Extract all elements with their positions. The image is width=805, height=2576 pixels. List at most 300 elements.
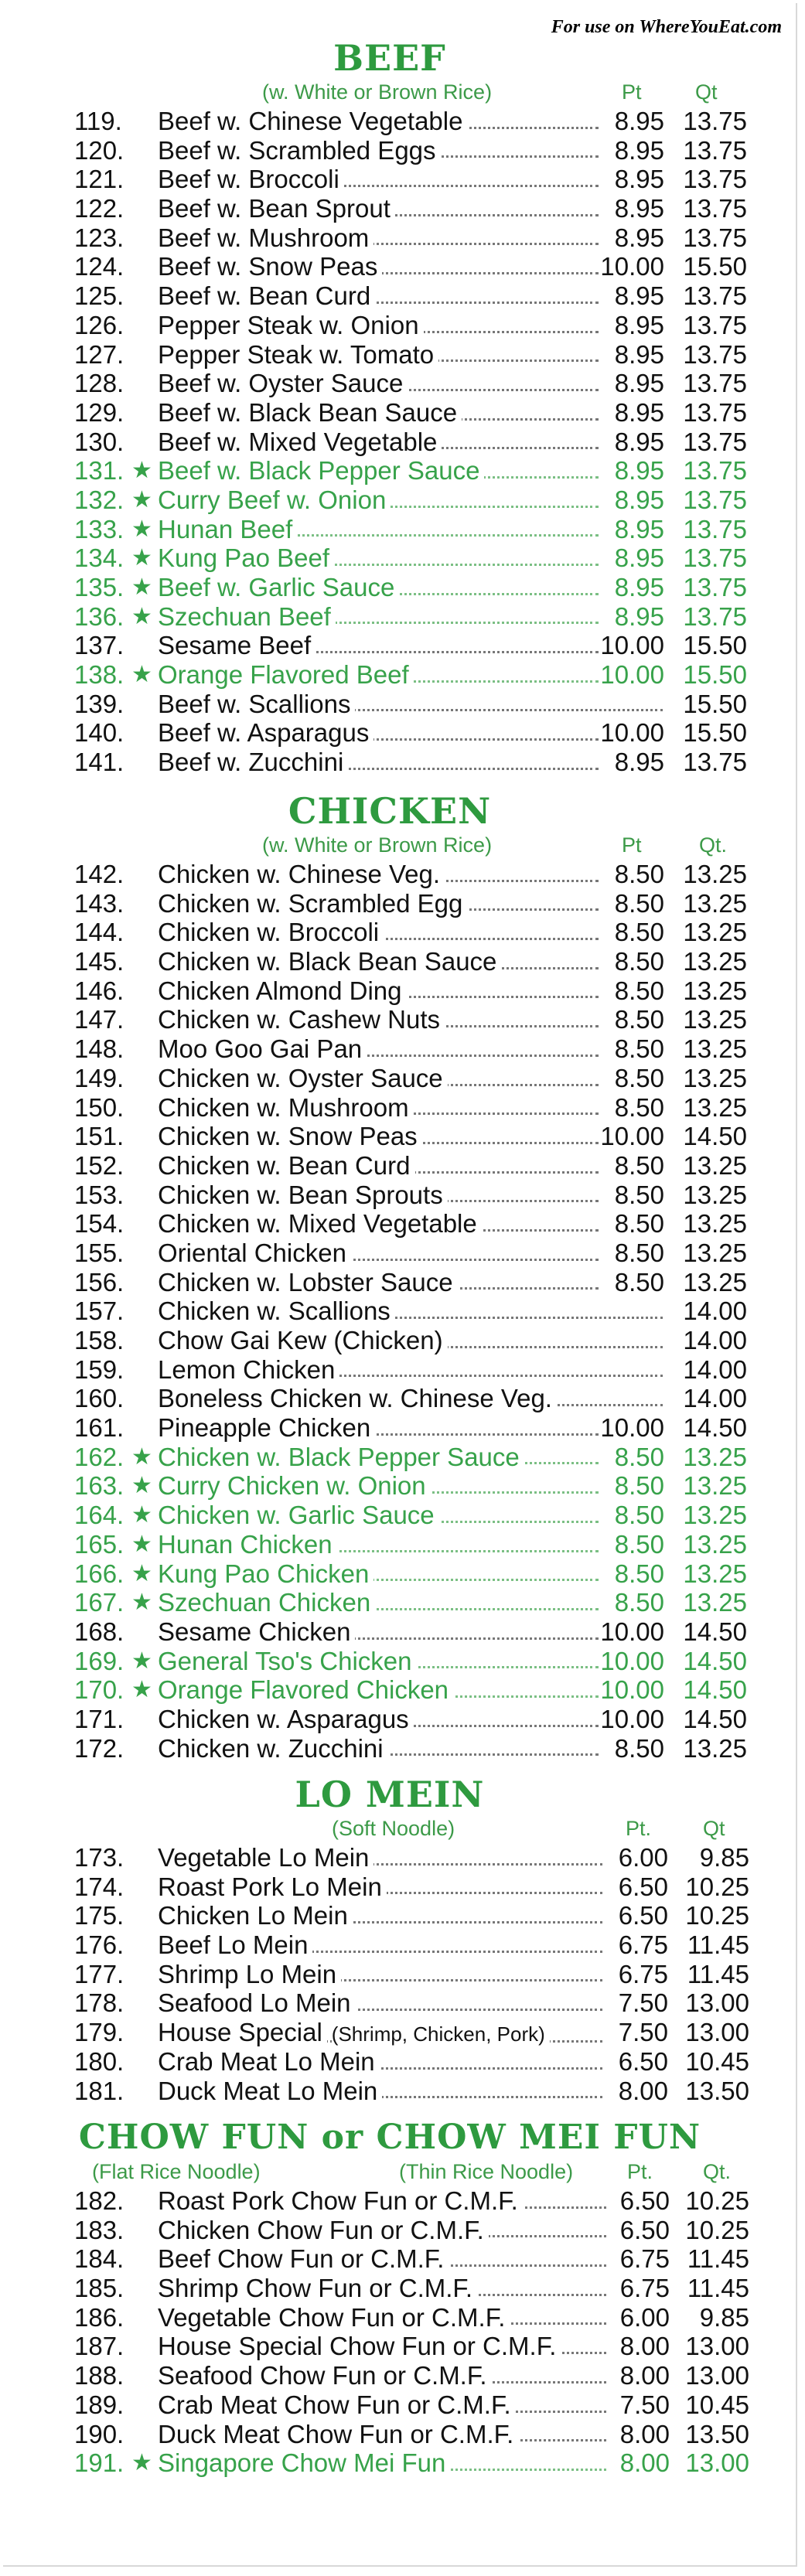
item-name-cell [158, 223, 599, 253]
pint-price: 6.75 [619, 2274, 670, 2303]
item-name-cell [158, 631, 599, 660]
star-icon: ★ [131, 545, 152, 571]
item-number: 121. [74, 165, 125, 194]
item-name-cell [158, 456, 599, 486]
item-name-cell [158, 573, 599, 602]
section-beef [3, 37, 776, 777]
item-number: 160. [74, 1384, 125, 1413]
menu-item-row [3, 1093, 776, 1123]
menu-item-row [3, 1034, 776, 1064]
item-name-cell [158, 543, 599, 573]
item-number: 127. [74, 339, 125, 369]
item-number: 130. [74, 427, 125, 456]
menu-item-row [3, 573, 776, 602]
quart-price: 11.45 [687, 1930, 749, 1960]
pint-price: 10.00 [600, 1675, 664, 1705]
menu-item-row [3, 1675, 776, 1705]
item-number: 190. [74, 2419, 125, 2448]
quart-price: 15.50 [683, 252, 747, 281]
quart-price: 13.25 [683, 1529, 747, 1559]
star-icon: ★ [131, 516, 152, 542]
pint-header: Pt [622, 833, 642, 857]
pint-header: Pt. [626, 1817, 652, 1840]
item-name-cell [158, 369, 599, 398]
quart-price: 13.75 [683, 397, 747, 427]
quart-price: 13.75 [683, 339, 747, 369]
item-number: 131. [74, 456, 125, 486]
section-subtitle-secondary: (Thin Rice Noodle) [399, 2160, 574, 2183]
menu-item-row [3, 2332, 776, 2361]
item-name: Beef Lo Mein [158, 1930, 312, 1959]
star-icon: ★ [131, 1531, 152, 1557]
item-name: Curry Beef w. Onion [158, 486, 391, 514]
item-name: Chicken w. Black Pepper Sauce [158, 1443, 524, 1471]
quart-header: Qt. [703, 2160, 732, 2183]
pint-price: 8.95 [614, 310, 664, 339]
menu-item-row [3, 252, 776, 281]
pint-price: 10.00 [600, 1413, 664, 1443]
menu-item-row [3, 2244, 776, 2274]
item-number: 187. [74, 2332, 125, 2361]
item-number: 135. [74, 573, 125, 601]
item-name: Beef w. Chinese Vegetable [158, 107, 467, 135]
menu-item-row [3, 281, 776, 311]
menu-item-row [3, 486, 776, 515]
item-name-cell [158, 1122, 599, 1151]
pint-price: 6.75 [618, 1959, 668, 1988]
pint-price: 8.50 [614, 1209, 664, 1239]
quart-price: 13.75 [683, 514, 747, 543]
item-number: 137. [74, 631, 125, 660]
quart-price: 13.00 [685, 2332, 749, 2361]
menu-item-row [3, 311, 776, 340]
menu-item-row [3, 1326, 776, 1355]
quart-price: 13.75 [683, 427, 747, 456]
quart-price: 13.75 [683, 194, 747, 223]
menu-item-row [3, 398, 776, 428]
item-number: 183. [74, 2215, 125, 2244]
item-name: Singapore Chow Mei Fun [158, 2448, 450, 2477]
item-number: 175. [74, 1901, 125, 1930]
quart-price: 13.25 [683, 918, 747, 947]
item-name: Vegetable Chow Fun or C.M.F. [158, 2303, 510, 2332]
quart-price: 13.25 [683, 1150, 747, 1180]
item-name: Beef w. Black Pepper Sauce [158, 456, 484, 485]
pint-price: 8.95 [614, 194, 664, 223]
item-number: 145. [74, 947, 125, 976]
item-name: Seafood Lo Mein [158, 1988, 356, 2017]
pint-price: 8.50 [614, 888, 664, 918]
column-header [3, 1815, 776, 1843]
quart-price: 14.00 [683, 1354, 747, 1384]
menu-item-row [3, 2274, 776, 2303]
item-name: Pepper Steak w. Onion [158, 311, 424, 339]
quart-price: 13.00 [685, 2361, 749, 2390]
item-name-cell [158, 690, 663, 719]
item-name-cell [158, 860, 599, 889]
quart-price: 10.25 [685, 2186, 749, 2215]
item-name-cell [158, 1872, 602, 1902]
pint-price: 6.75 [619, 2244, 670, 2274]
quart-price: 9.85 [699, 2302, 749, 2332]
item-number: 180. [74, 2046, 125, 2076]
item-name-cell [158, 2077, 602, 2106]
section-title: CHOW FUN or CHOW MEI FUN [78, 2118, 701, 2157]
star-icon: ★ [131, 2450, 152, 2476]
menu-item-row [3, 1384, 776, 1413]
item-name-cell [158, 165, 599, 194]
menu-item-row [3, 1209, 776, 1239]
quart-price: 13.25 [683, 1267, 747, 1297]
item-name-cell [158, 340, 599, 370]
item-number: 120. [74, 135, 125, 165]
item-name-cell [158, 2274, 606, 2303]
item-name-cell [158, 660, 599, 690]
item-number: 139. [74, 689, 125, 718]
pint-price: 8.95 [614, 543, 664, 573]
item-name-cell [158, 1734, 599, 1763]
item-name-cell [158, 1151, 599, 1181]
pint-header: Pt [622, 80, 642, 104]
pint-header: Pt. [627, 2160, 653, 2183]
menu-item-row [3, 2390, 776, 2420]
pint-price: 6.50 [618, 1901, 668, 1930]
pint-price: 6.00 [619, 2302, 670, 2332]
quart-price: 13.25 [683, 1209, 747, 1239]
section-title: CHICKEN [288, 790, 492, 832]
quart-price: 13.25 [683, 1063, 747, 1092]
section-subtitle: (w. White or Brown Rice) [262, 833, 493, 857]
menu-item-row [3, 1297, 776, 1326]
item-number: 151. [74, 1122, 125, 1151]
pint-price: 8.95 [614, 165, 664, 194]
pint-price: 8.95 [614, 397, 664, 427]
pint-price: 8.50 [614, 860, 664, 888]
item-name-cell [158, 1093, 599, 1123]
pint-price: 7.50 [619, 2390, 670, 2419]
item-name-cell [158, 2303, 606, 2332]
item-name: Chicken w. Snow Peas [158, 1122, 422, 1150]
item-number: 174. [74, 1872, 125, 1901]
star-icon: ★ [131, 1473, 152, 1499]
menu-item-row [3, 165, 776, 194]
item-number: 122. [74, 194, 125, 223]
quart-price: 11.45 [687, 1959, 749, 1988]
item-name: Beef w. Snow Peas [158, 252, 382, 281]
item-number: 179. [74, 2018, 125, 2047]
item-number: 189. [74, 2390, 125, 2419]
item-name: General Tso's Chicken [158, 1647, 417, 1675]
item-name: Chicken w. Broccoli [158, 918, 384, 946]
pint-price: 8.50 [614, 1238, 664, 1267]
pint-price: 10.00 [600, 252, 664, 281]
item-name: Beef w. Black Bean Sauce [158, 398, 462, 427]
item-number: 172. [74, 1733, 125, 1763]
menu-item-row [3, 369, 776, 398]
menu-item-row [3, 340, 776, 370]
item-number: 158. [74, 1326, 125, 1354]
item-number: 124. [74, 252, 125, 281]
item-name: Chicken Chow Fun or C.M.F. [158, 2216, 489, 2244]
quart-price: 13.50 [685, 2076, 749, 2105]
pint-price: 8.50 [614, 1150, 664, 1180]
item-name: Roast Pork Chow Fun or C.M.F. [158, 2186, 523, 2215]
menu-item-row [3, 1268, 776, 1297]
item-name: Chicken Lo Mein [158, 1901, 353, 1930]
item-name-cell [158, 1064, 599, 1093]
item-name: Duck Meat Lo Mein [158, 2077, 382, 2105]
item-name-cell [158, 2332, 606, 2361]
item-name: Chicken w. Cashew Nuts [158, 1005, 445, 1034]
quart-header: Qt. [699, 833, 728, 857]
quart-price: 13.25 [683, 1034, 747, 1064]
quart-price: 13.25 [683, 1005, 747, 1034]
item-number: 144. [74, 918, 125, 947]
item-number: 142. [74, 860, 125, 888]
menu-item-row [3, 1559, 776, 1589]
item-name-cell [158, 947, 599, 976]
pint-price: 8.95 [614, 281, 664, 311]
menu-item-row [3, 1064, 776, 1093]
item-name: Sesame Beef [158, 631, 316, 659]
pint-price: 6.50 [618, 2046, 668, 2076]
item-number: 128. [74, 369, 125, 398]
item-number: 119. [74, 107, 122, 135]
pint-price: 8.95 [614, 573, 664, 601]
item-name: Oriental Chicken [158, 1239, 351, 1267]
item-number: 164. [74, 1501, 125, 1530]
item-number: 150. [74, 1092, 125, 1122]
item-name-cell [158, 1355, 663, 1385]
item-name-cell [158, 718, 599, 748]
menu-item-row [3, 1122, 776, 1151]
item-number: 173. [74, 1843, 125, 1872]
menu-item-row [3, 1705, 776, 1734]
item-name-cell [158, 2361, 606, 2390]
pint-price: 8.50 [614, 1588, 664, 1617]
item-number: 140. [74, 718, 125, 748]
item-number: 133. [74, 514, 125, 543]
item-name: Chicken w. Lobster Sauce [158, 1268, 458, 1297]
menu-item-row [3, 1530, 776, 1559]
pint-price: 8.95 [614, 748, 664, 777]
pint-price: 6.00 [618, 1843, 668, 1872]
item-name: Chicken Almond Ding [158, 976, 407, 1005]
item-name-cell [158, 515, 599, 544]
item-name-cell [158, 398, 599, 428]
item-name: Moo Goo Gai Pan [158, 1034, 367, 1063]
item-number: 188. [74, 2361, 125, 2390]
item-name-cell [158, 1384, 663, 1413]
menu-item-row [3, 2361, 776, 2390]
item-name: Vegetable Lo Mein [158, 1843, 374, 1872]
menu-item-row [3, 2303, 776, 2332]
pint-price: 8.50 [614, 1733, 664, 1763]
item-name-cell [158, 1239, 599, 1268]
menu-item-row [3, 107, 776, 136]
menu-item-row [3, 1843, 776, 1872]
pint-price: 8.95 [614, 514, 664, 543]
item-name-cell [158, 1268, 599, 1297]
item-name-cell [158, 2047, 602, 2077]
item-number: 177. [74, 1959, 125, 1988]
item-name-cell [158, 1209, 599, 1239]
item-name-detail: (Shrimp, Chicken, Pork) [332, 2022, 550, 2046]
quart-price: 13.75 [683, 573, 747, 601]
pint-price: 10.00 [600, 718, 664, 748]
item-number: 176. [74, 1930, 125, 1960]
item-name-cell [158, 1901, 602, 1930]
menu-item-row [3, 2420, 776, 2449]
star-icon: ★ [131, 1677, 152, 1703]
menu-item-row [3, 428, 776, 457]
column-header [3, 79, 776, 107]
item-name: Crab Meat Chow Fun or C.M.F. [158, 2390, 516, 2419]
item-name-cell [158, 136, 599, 165]
item-name: Duck Meat Chow Fun or C.M.F. [158, 2420, 518, 2448]
item-name: Beef Chow Fun or C.M.F. [158, 2244, 449, 2273]
item-name: Roast Pork Lo Mein [158, 1872, 387, 1901]
item-name-cell [158, 748, 599, 777]
item-name-cell [158, 194, 599, 223]
column-header [3, 2159, 776, 2186]
section-chicken [3, 790, 776, 1763]
quart-price: 13.75 [683, 601, 747, 631]
menu-item-row [3, 1734, 776, 1763]
item-name: Chow Gai Kew (Chicken) [158, 1326, 448, 1354]
pint-price: 8.50 [614, 1559, 664, 1588]
menu-item-row [3, 748, 776, 777]
pint-price: 8.50 [614, 1092, 664, 1122]
menu-item-row [3, 2186, 776, 2216]
item-number: 165. [74, 1529, 125, 1559]
menu-item-row [3, 515, 776, 544]
item-number: 141. [74, 748, 125, 777]
pint-price: 10.00 [600, 1122, 664, 1151]
quart-price: 13.00 [685, 2448, 749, 2478]
menu-item-row [3, 1960, 776, 1989]
item-name: Beef w. Scallions [158, 690, 355, 718]
pint-price: 8.95 [614, 107, 664, 135]
item-name: Seafood Chow Fun or C.M.F. [158, 2361, 492, 2390]
item-number: 181. [74, 2076, 125, 2105]
item-number: 149. [74, 1063, 125, 1092]
pint-price: 8.50 [614, 1005, 664, 1034]
item-name: Beef w. Asparagus [158, 718, 374, 747]
quart-price: 14.50 [683, 1646, 747, 1675]
item-name-cell [158, 602, 599, 632]
menu-item-row [3, 223, 776, 253]
quart-price: 13.50 [685, 2419, 749, 2448]
item-name: Beef w. Mushroom [158, 223, 374, 252]
menu-item-row [3, 660, 776, 690]
pint-price: 8.50 [614, 1471, 664, 1501]
menu-item-row [3, 718, 776, 748]
item-name-cell [158, 1034, 599, 1064]
menu-item-row [3, 2047, 776, 2077]
item-number: 166. [74, 1559, 125, 1588]
pint-price: 8.50 [614, 1267, 664, 1297]
pint-price: 10.00 [600, 1704, 664, 1733]
item-number: 146. [74, 976, 125, 1005]
item-number: 185. [74, 2274, 125, 2303]
item-number: 126. [74, 310, 125, 339]
pint-price: 8.95 [614, 339, 664, 369]
quart-price: 13.75 [683, 485, 747, 514]
item-number: 152. [74, 1150, 125, 1180]
pint-price: 8.95 [614, 223, 664, 252]
star-icon: ★ [131, 486, 152, 513]
menu-item-row [3, 194, 776, 223]
pint-price: 8.50 [614, 1034, 664, 1064]
item-name-cell [158, 1326, 663, 1355]
item-name: Lemon Chicken [158, 1355, 339, 1384]
menu-item-row [3, 543, 776, 573]
quart-price: 14.50 [683, 1617, 747, 1646]
item-name: Crab Meat Lo Mein [158, 2047, 380, 2076]
menu-item-row [3, 1617, 776, 1647]
pint-price: 8.50 [614, 1442, 664, 1471]
menu-item-row [3, 1588, 776, 1617]
item-number: 143. [74, 888, 125, 918]
watermark: For use on WhereYouEat.com [551, 17, 782, 37]
item-name-cell [158, 2390, 606, 2420]
item-name: Hunan Chicken [158, 1530, 337, 1559]
pint-price: 8.95 [614, 456, 664, 486]
item-name-cell [158, 486, 599, 515]
star-icon: ★ [131, 1647, 152, 1674]
quart-price: 13.75 [683, 223, 747, 252]
pint-price: 8.00 [619, 2332, 670, 2361]
item-name: Shrimp Lo Mein [158, 1960, 341, 1988]
item-number: 156. [74, 1267, 125, 1297]
menu-item-row [3, 1471, 776, 1501]
quart-price: 13.75 [683, 281, 747, 311]
item-name-cell [158, 1617, 599, 1647]
quart-price: 14.50 [683, 1122, 747, 1151]
menu-item-row [3, 1901, 776, 1930]
menu-item-row [3, 2077, 776, 2106]
item-number: 125. [74, 281, 125, 311]
section-chow-fun [3, 2117, 776, 2478]
item-name-cell [158, 1588, 599, 1617]
item-name-cell [158, 2018, 602, 2050]
quart-price: 13.25 [683, 947, 747, 976]
item-number: 161. [74, 1413, 125, 1443]
menu-item-row [3, 2216, 776, 2245]
item-name-cell [158, 2448, 606, 2478]
item-name: Szechuan Chicken [158, 1588, 375, 1617]
quart-price: 13.00 [685, 1988, 749, 2018]
pint-price: 8.50 [614, 1501, 664, 1530]
section-title: LO MEIN [295, 1774, 485, 1815]
quart-price: 13.25 [683, 1238, 747, 1267]
quart-price: 13.25 [683, 1733, 747, 1763]
menu-item-row [3, 947, 776, 976]
menu-item-row [3, 1501, 776, 1530]
star-icon: ★ [131, 1443, 152, 1470]
item-name: Pineapple Chicken [158, 1413, 375, 1442]
item-name-cell [158, 281, 599, 311]
item-name: Beef w. Garlic Sauce [158, 573, 399, 601]
quart-price: 13.75 [683, 107, 747, 135]
menu-item-row [3, 1988, 776, 2018]
menu-item-row [3, 1872, 776, 1902]
quart-price: 13.25 [683, 1092, 747, 1122]
item-number: 168. [74, 1617, 125, 1646]
quart-price: 15.50 [683, 718, 747, 748]
item-name-cell [158, 2244, 606, 2274]
